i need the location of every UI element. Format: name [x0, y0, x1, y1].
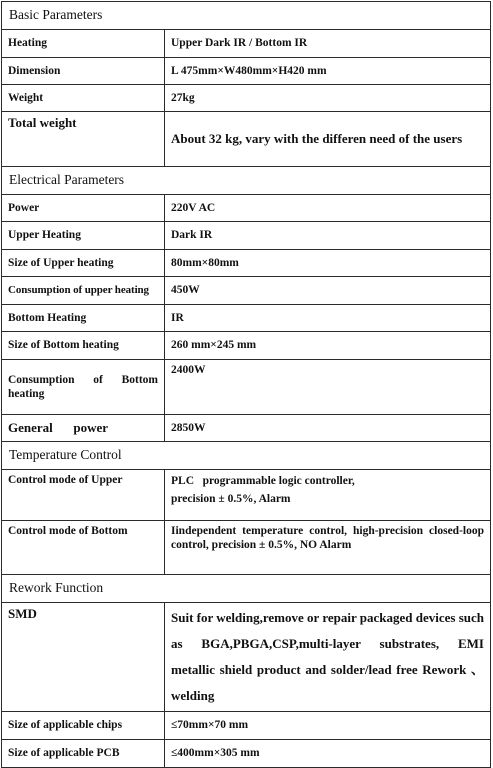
consumption-upper-value: 450W [165, 277, 491, 305]
table-row [2, 222, 491, 250]
power-label: Power [2, 195, 165, 222]
control-mode-bottom-value: Iindependent temperature control, high-precision closed-loop control, precision ± 0.5%, NO Alarm [165, 521, 491, 575]
control-mode-bottom-label: Control mode of Bottom [2, 521, 165, 575]
control-mode-upper-line-1: PLC programmable logic controller, [171, 475, 355, 487]
total-weight-value: About 32 kg, vary with the differen need of the users [165, 112, 491, 167]
section-header-row [2, 442, 491, 470]
table-row [2, 332, 491, 360]
table-row [2, 58, 491, 85]
table-row [2, 195, 491, 222]
total-weight-label: Total weight [2, 112, 165, 167]
table-row [2, 603, 491, 712]
table-row [2, 470, 491, 521]
dimension-label: Dimension [2, 58, 165, 85]
smd-label: SMD [2, 603, 165, 712]
table-row [2, 712, 491, 740]
upper-heating-value: Dark IR [165, 222, 491, 250]
power-value: 220V AC [165, 195, 491, 222]
table-row [2, 305, 491, 332]
consumption-bottom-label: Consumption of Bottom heating [2, 360, 165, 415]
section-rework-function: Rework Function [2, 575, 491, 603]
bottom-heating-value: IR [165, 305, 491, 332]
section-header-row [2, 2, 491, 30]
applicable-pcb-label: Size of applicable PCB [2, 740, 165, 768]
general-power-label: General power [2, 415, 165, 442]
heating-label: Heating [2, 30, 165, 58]
table-row [2, 85, 491, 112]
size-bottom-heating-value: 260 mm×245 mm [165, 332, 491, 360]
general-power-value: 2850W [165, 415, 491, 442]
table-row [2, 250, 491, 277]
control-mode-upper-label: Control mode of Upper [2, 470, 165, 521]
section-temperature-control: Temperature Control [2, 442, 491, 470]
heating-value: Upper Dark IR / Bottom IR [165, 30, 491, 58]
table-row [2, 30, 491, 58]
weight-label: Weight [2, 85, 165, 112]
section-basic-parameters: Basic Parameters [2, 2, 491, 30]
upper-heating-label: Upper Heating [2, 222, 165, 250]
consumption-bottom-value: 2400W [165, 360, 491, 415]
table-row [2, 740, 491, 768]
section-header-row [2, 167, 491, 195]
control-mode-upper-line-2: precision ± 0.5%, Alarm [171, 492, 291, 505]
control-mode-upper-value [165, 470, 491, 521]
applicable-pcb-value: ≤400mm×305 mm [165, 740, 491, 768]
section-electrical-parameters: Electrical Parameters [2, 167, 491, 195]
section-header-row [2, 575, 491, 603]
applicable-chips-value: ≤70mm×70 mm [165, 712, 491, 740]
size-upper-heating-label: Size of Upper heating [2, 250, 165, 277]
table-row [2, 277, 491, 305]
spec-table [1, 1, 491, 768]
size-bottom-heating-label: Size of Bottom heating [2, 332, 165, 360]
dimension-value: L 475mm×W480mm×H420 mm [165, 58, 491, 85]
table-row [2, 360, 491, 415]
size-upper-heating-value: 80mm×80mm [165, 250, 491, 277]
table-row [2, 112, 491, 167]
smd-value: Suit for welding,remove or repair packaged devices such as BGA,PBGA,CSP,multi-layer substrates, EMI metallic shield product and solder/lead free Rework 、welding [165, 603, 491, 712]
weight-value: 27kg [165, 85, 491, 112]
table-row [2, 521, 491, 575]
table-row [2, 415, 491, 442]
consumption-upper-label: Consumption of upper heating [2, 277, 165, 305]
bottom-heating-label: Bottom Heating [2, 305, 165, 332]
applicable-chips-label: Size of applicable chips [2, 712, 165, 740]
